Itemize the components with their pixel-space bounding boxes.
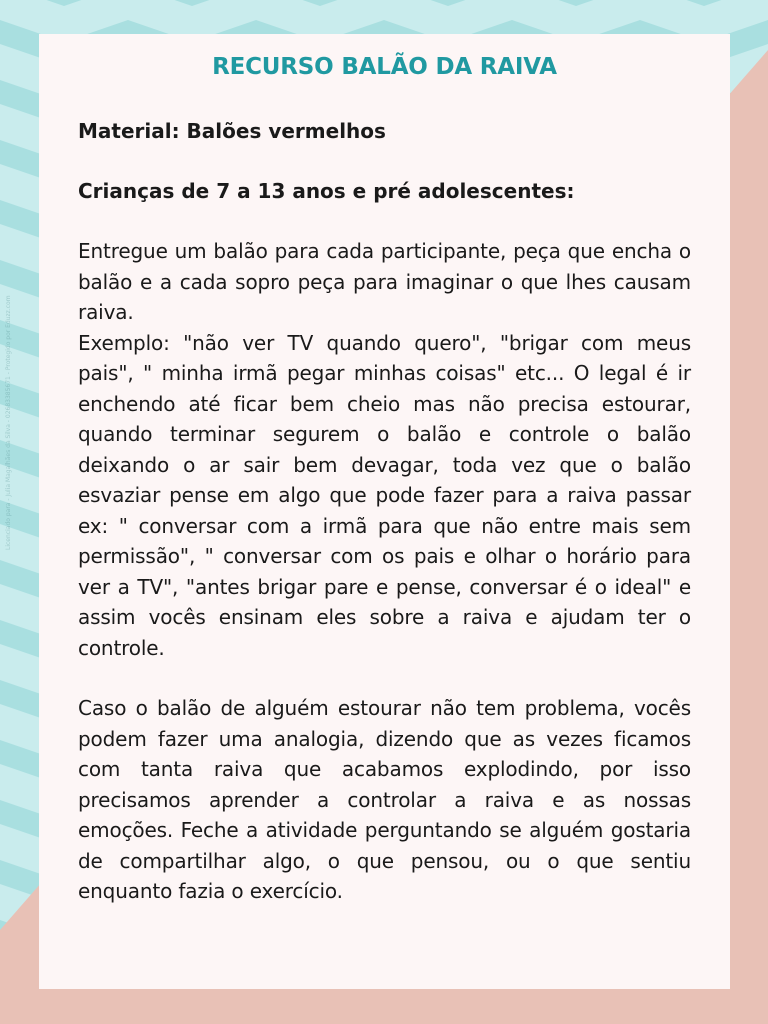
spacer <box>78 206 691 236</box>
material-heading: Material: Balões vermelhos <box>78 119 386 143</box>
spacer <box>78 146 691 176</box>
document-title: RECURSO BALÃO DA RAIVA <box>212 54 557 80</box>
paragraph-example: Exemplo: "não ver TV quando quero", "brigar com meus pais", " minha irmã pegar minhas coisas" etc... O legal é ir enchendo até ficar bem cheio mas não precisa estourar, quando terminar segurem o balão e controle o balão deixando o ar sair bem devagar, toda vez que o balão esvaziar pense em algo que pode fazer para a raiva passar ex: " conversar com a irmã para que não entre mais sem permissão", " conversar com os pais e olhar o horário para ver a TV", "antes brigar pare e pense, conversar é o ideal" e assim vocês ensinam eles sobre a raiva e ajudam ter o controle. <box>78 330 691 660</box>
side-watermark: Licenciado para - Julia Magalhães da Silva - 02683385671 - Protegido por Eduzz.com <box>5 295 12 550</box>
paragraph-instructions: Entregue um balão para cada participante, peça que encha o balão e a cada sopro peça para imaginar o que lhes causam raiva. <box>78 239 691 324</box>
spacer <box>78 663 691 693</box>
document-body <box>78 116 691 907</box>
audience-heading: Crianças de 7 a 13 anos e pré adolescentes: <box>78 179 575 203</box>
document-card <box>39 34 730 989</box>
paragraph-closing: Caso o balão de alguém estourar não tem problema, vocês podem fazer uma analogia, dizendo que as vezes ficamos com tanta raiva que acabamos explodindo, por isso precisamos aprender a controlar a raiva e as nossas emoções. Feche a atividade perguntando se alguém gostaria de compartilhar algo, o que pensou, ou o que sentiu enquanto fazia o exercício. <box>78 696 691 903</box>
